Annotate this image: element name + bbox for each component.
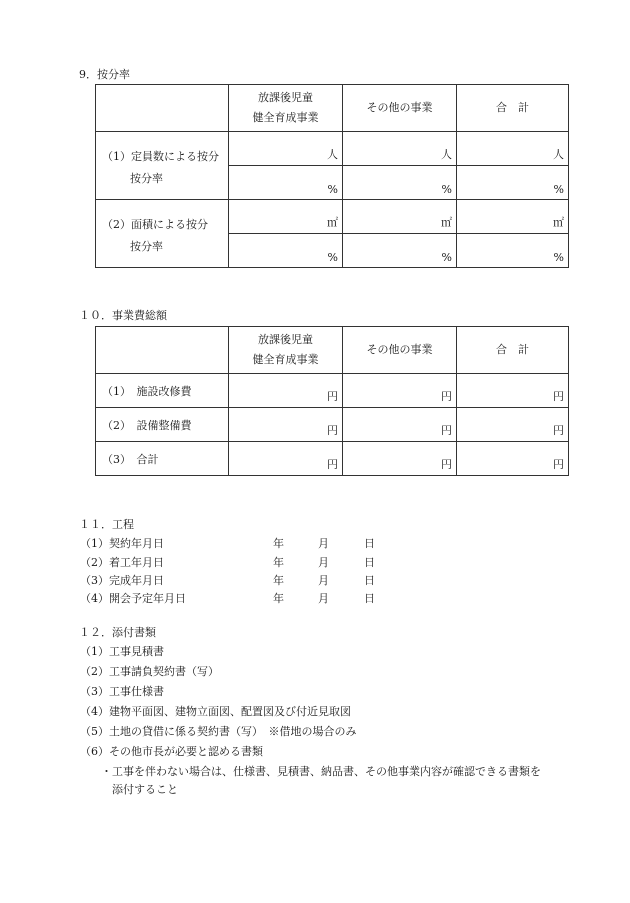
header-total	[457, 327, 569, 374]
header-total-text: 合 計	[496, 343, 529, 356]
section12-title: １２．添付書類	[79, 626, 156, 639]
header-other	[343, 327, 457, 374]
schedule-day: 日	[364, 574, 375, 587]
unit-cell: %	[229, 166, 343, 200]
unit-cell: 円	[457, 374, 569, 408]
unit-cell: %	[343, 234, 457, 268]
schedule-label: （1）契約年月日	[80, 537, 164, 550]
attachment-item: （3）工事仕様書	[80, 685, 164, 698]
header-empty-cell	[96, 327, 229, 374]
header-afterschool	[229, 85, 343, 132]
attachment-item: （5）土地の貸借に係る契約書（写） ※借地の場合のみ	[80, 725, 357, 738]
schedule-month: 月	[318, 537, 329, 550]
unit-cell: 円	[343, 442, 457, 476]
unit-cell: 人	[229, 132, 343, 166]
row-label-area	[96, 200, 229, 268]
attachment-item: （4）建物平面図、建物立面図、配置図及び付近見取図	[80, 705, 351, 718]
section11-title: １１．工程	[79, 518, 134, 531]
schedule-year: 年	[273, 574, 284, 587]
schedule-day: 日	[364, 537, 375, 550]
schedule-label: （3）完成年月日	[80, 574, 164, 587]
unit-cell: 円	[229, 442, 343, 476]
attachment-item: （2）工事請負契約書（写）	[80, 665, 219, 678]
allocation-ratio-table	[95, 84, 569, 268]
schedule-month: 月	[318, 592, 329, 605]
unit-cell: %	[457, 166, 569, 200]
schedule-day: 日	[364, 592, 375, 605]
unit-cell: %	[343, 166, 457, 200]
unit-cell: 円	[229, 408, 343, 442]
unit-cell: %	[457, 234, 569, 268]
unit-cell: 円	[457, 442, 569, 476]
header-other	[343, 85, 457, 132]
schedule-year: 年	[273, 556, 284, 569]
section10-title: １０．事業費総額	[79, 309, 167, 322]
header-afterschool	[229, 327, 343, 374]
row-label-capacity-line1: （1）定員数による按分	[102, 150, 219, 163]
row-label-renovation: （1） 施設改修費	[96, 374, 229, 408]
schedule-label: （4）開会予定年月日	[80, 592, 186, 605]
schedule-month: 月	[318, 574, 329, 587]
attachment-item: （6）その他市長が必要と認める書類	[80, 745, 263, 758]
row-label-area-line2: 按分率	[130, 240, 163, 253]
header-total	[457, 85, 569, 132]
attachment-note-line2: 添付すること	[112, 783, 178, 796]
unit-cell: 円	[343, 374, 457, 408]
attachment-item: （1）工事見積書	[80, 645, 164, 658]
unit-cell: 円	[229, 374, 343, 408]
unit-cell: 円	[343, 408, 457, 442]
header-afterschool-text: 放課後児童 健全育成事業	[252, 91, 319, 124]
schedule-month: 月	[318, 556, 329, 569]
row-label-total: （3） 合計	[96, 442, 229, 476]
attachment-note-line1: ・工事を伴わない場合は、仕様書、見積書、納品書、その他事業内容が確認できる書類を	[101, 765, 541, 778]
header-other-text: その他の事業	[366, 101, 433, 114]
header-afterschool-text: 放課後児童 健全育成事業	[252, 333, 319, 366]
unit-cell: ㎡	[457, 200, 569, 234]
section9-title: 9．按分率	[79, 68, 130, 81]
unit-cell: ㎡	[229, 200, 343, 234]
unit-cell: 人	[457, 132, 569, 166]
header-empty-cell	[96, 85, 229, 132]
schedule-year: 年	[273, 537, 284, 550]
row-label-area-line1: （2）面積による按分	[102, 218, 208, 231]
schedule-year: 年	[273, 592, 284, 605]
row-label-equipment: （2） 設備整備費	[96, 408, 229, 442]
unit-cell: ㎡	[343, 200, 457, 234]
header-total-text: 合 計	[496, 101, 529, 114]
unit-cell: %	[229, 234, 343, 268]
header-other-text: その他の事業	[366, 343, 433, 356]
unit-cell: 円	[457, 408, 569, 442]
project-cost-table	[95, 326, 569, 476]
row-label-capacity	[96, 132, 229, 200]
unit-cell: 人	[343, 132, 457, 166]
row-label-capacity-line2: 按分率	[130, 172, 163, 185]
schedule-day: 日	[364, 556, 375, 569]
schedule-label: （2）着工年月日	[80, 556, 164, 569]
